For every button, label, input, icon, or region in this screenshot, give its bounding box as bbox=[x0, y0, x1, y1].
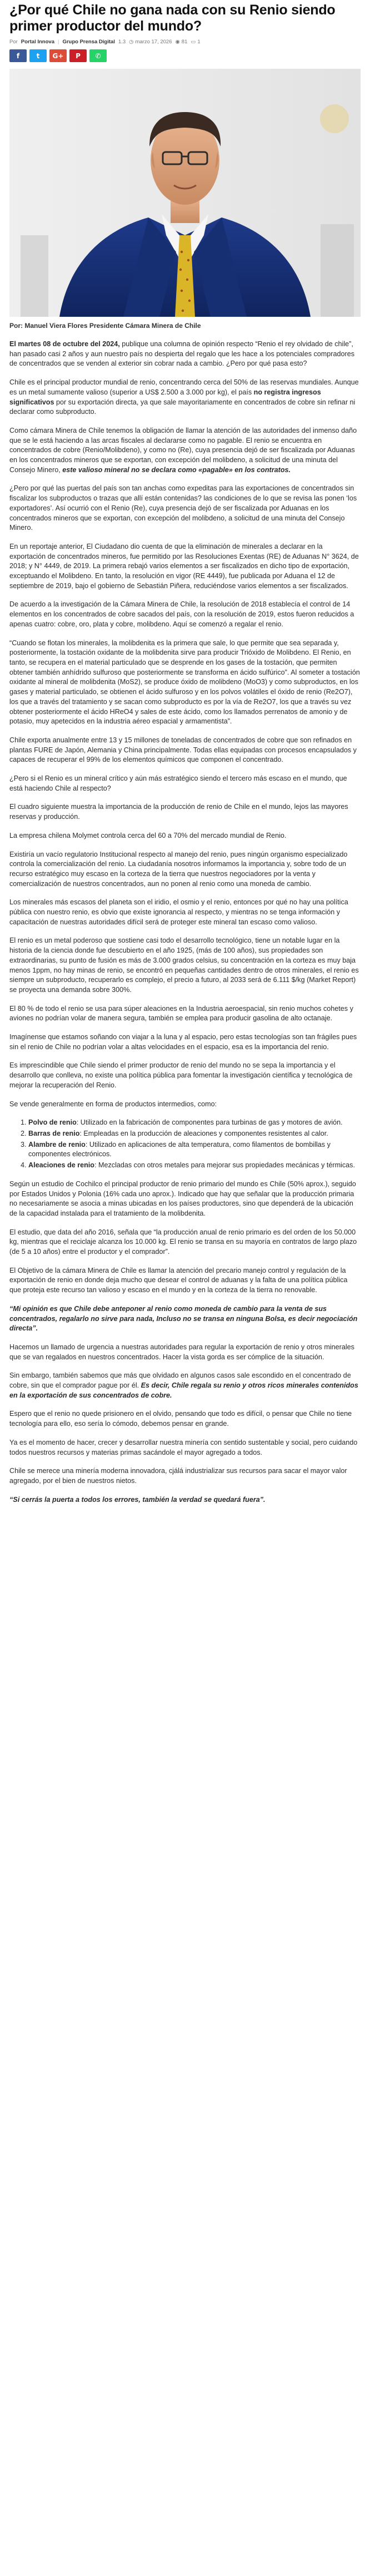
comment-icon: ▭ bbox=[191, 39, 196, 45]
whatsapp-icon: ✆ bbox=[95, 52, 101, 60]
paragraph: Chile es el principal productor mundial de renio, concentrando cerca del 50% de las reservas mundiales. Aunque es un metal sumamente valioso (superior a US$ 2.500 a 3.000 por kg), el país no registra ingresos significativos por su exportación directa, ya que sale mayoritariamente en concentrados de cobre sin refinar ni declarar como subproducto. bbox=[9, 378, 359, 416]
list-item: 3. Alambre de renio: Utilizado en aplicaciones de alta temperatura, como filamentos de bombillas y componentes electrónicos. bbox=[28, 1140, 361, 1160]
paragraph: Es imprescindible que Chile siendo el primer productor de renio del mundo no se sepa la importancia y el desarrollo que conlleva, no existe una política pública para fomentar la investigación científica y tecnológica de mejorar la recuperación del Renio. bbox=[9, 1061, 353, 1089]
paragraph: El cuadro siguiente muestra la importancia de la producción de renio de Chile en el mundo, lejos las mayores reservas y producción. bbox=[9, 803, 348, 821]
paragraph: Se vende generalmente en forma de productos intermedios, como: bbox=[9, 1100, 217, 1108]
paragraph: Como cámara Minera de Chile tenemos la obligación de llamar la atención de las autoridades del inmenso daño que se le está haciendo a las arcas fiscales al declararse como no pagable. El renio se encuentra en concentrados de cobre (Renio/Molibdeno), y como no (Re), cuya presencia dejó de ser fiscalizada por Aduanas en los concentrados mineros que se exportan, con excepción del molibdeno, a solicitud de una minuta del Consejo Minero, este valioso mineral no se declara como «pagable» en los contratos. bbox=[9, 426, 357, 474]
facebook-icon: f bbox=[16, 52, 20, 60]
paragraph: “Mi opinión es que Chile debe anteponer al renio como moneda de cambio para la venta de sus concentrados, regalarlo no sirve para nada, Incluso no se transa en ninguna Bolsa, es decir negociación directa”. bbox=[9, 1304, 358, 1333]
google-plus-icon: G+ bbox=[52, 52, 64, 60]
list-item: 1. Polvo de renio: Utilizado en la fabricación de componentes para turbinas de gas y motores de avión. bbox=[28, 1118, 361, 1128]
paragraph: Chile exporta anualmente entre 13 y 15 millones de toneladas de concentrados de cobre que son refinados en plantas FURE de Japón, Alemania y China principalmente. Todas ellas equipadas con procesos encapsulados y capaces de recuperar el 99% de los elementos químicos que componen el concentrado. bbox=[9, 736, 357, 764]
share-facebook-button[interactable] bbox=[9, 49, 27, 62]
renio-products-list bbox=[9, 1118, 361, 1171]
author-link[interactable]: Portal Innova bbox=[21, 39, 54, 45]
share-google-plus-button[interactable] bbox=[49, 49, 67, 62]
paragraph: ¿Pero por qué las puertas del país son tan anchas como expeditas para las exportaciones de concentrados sin fiscalizar los subproductos o trazas que allí están contenidas? las condiciones de lo que se revisa las ponen ‘los exportadores’. Así ocurrió con el Renio (Re), cuya presencia dejó de ser fiscalizada por Aduanas en los concentrados mineros que se exportan, con excepción del molibdeno, a solicitud de una minuta del Consejo Minero. bbox=[9, 484, 357, 532]
author-prefix: Por bbox=[9, 39, 18, 45]
source-link[interactable]: Grupo Prensa Digital bbox=[62, 39, 115, 45]
comments[interactable]: ▭ 1 bbox=[191, 39, 201, 45]
paragraph: El 80 % de todo el renio se usa para súper aleaciones en la Industria aeroespacial, sin renio muchos cohetes y aviones no podrían volar de manera segura, también se emplea para producir gasolina de alto octanaje. bbox=[9, 1004, 353, 1023]
clock-icon: ◷ bbox=[129, 39, 134, 45]
twitter-icon: t bbox=[36, 52, 40, 60]
share-pinterest-button[interactable] bbox=[69, 49, 87, 62]
eye-icon: ◉ bbox=[175, 39, 180, 45]
paragraph: ¿Pero si el Renio es un mineral crítico y aún más estratégico siendo el tercero más escaso en el mundo, que está haciendo Chile al respecto? bbox=[9, 775, 347, 792]
share-whatsapp-button[interactable] bbox=[89, 49, 107, 62]
paragraph: Chile se merece una minería moderna innovadora, cjálá industrializar sus recursos para sacar el mayor valor agregado, por el bien de nuestros nietos. bbox=[9, 1467, 347, 1485]
article-body-continued bbox=[9, 1180, 361, 1505]
paragraph: El estudio, que data del año 2016, señala que “la producción anual de renio primario es del orden de los 50.000 kg, mientras que el reciclaje alcanza los 10.000 kg. El renio se transa en su mayoría en contratos de largo plazo (de 5 a 10 años) entre el productor y el comprador”. bbox=[9, 1228, 357, 1256]
section-number: 1.3 bbox=[118, 39, 126, 45]
paragraph: Ya es el momento de hacer, crecer y desarrollar nuestra minería con sentido sustentable y social, pero cuidando todos nuestros recursos y materias primas sacándole el mayor agregado a todos. bbox=[9, 1438, 358, 1456]
article-meta: Por Portal Innova | Grupo Prensa Digital 1.3 ◷ marzo 17, 2026 ◉ 81 ▭ 1 bbox=[9, 39, 201, 45]
paragraph: Espero que el renio no quede prisionero en el olvido, pensando que todo es difícil, o pensar que Chile no tiene tecnología para ello, eso sería lo cómodo, debemos pensar en grande. bbox=[9, 1410, 352, 1428]
share-twitter-button[interactable] bbox=[29, 49, 47, 62]
paragraph: Imagínense que estamos soñando con viajar a la luna y al espacio, pero estas tecnologías son tan frágiles pues sin el renio de Chile no podrían volar a altas velocidades en el espacio, esa es la importancia del renio. bbox=[9, 1033, 357, 1051]
paragraph: Según un estudio de Cochilco el principal productor de renio primario del mundo es Chile (50% aprox.), seguido por Estados Unidos y Polonia (16% cada uno aprox.). Indicado que hay que señalar que la producción primaria no necesariamente se asocia a minas ubicadas en los países productores, sino que dependerá de la ubicación de la capacidad instalada para el tratamiento de la molibdenita. bbox=[9, 1180, 356, 1217]
pinterest-icon: P bbox=[76, 52, 81, 60]
portrait-image bbox=[9, 69, 361, 317]
paragraph: Hacemos un llamado de urgencia a nuestras autoridades para regular la exportación de renio y otros minerales que se van regalados en nuestros concentrados. Hacer la vista gorda es ser cómplice de la situación. bbox=[9, 1343, 354, 1361]
paragraph: En un reportaje anterior, El Ciudadano dio cuenta de que la eliminación de minerales a declarar en la exportación de concentrados mineros, fue permitido por las Resoluciones Exentas (RE) de Aduanas N° 3624, de 2018; y N° 4449, de 2019. La primera rebajó varios elementos a ser fiscalizados en dicho tipo de exportación, exceptuando el Molibdeno. En tanto, la resolución en vigor (RE 4449), fue publicada por Aduana el 12 de septiembre de 2019, bajo el gobierno de Sebastián Piñera, reduciéndose varios elementos a ser fiscalizados. bbox=[9, 542, 359, 590]
paragraph: Existiría un vacío regulatorio Institucional respecto al manejo del renio, pues ningún organismo especializado controla la comercialización del renio. La ciudadanía nosotros informamos la importancia y, sobre todo de un recurso estratégico muy escaso en la corteza de la tierra que nuestros negociadores por la venta y comercialización de nuestros concentrados, aun no ponen al renio como una moneda de cambio. bbox=[9, 850, 348, 888]
paragraph: “Cuando se flotan los minerales, la molibdenita es la primera que sale, lo que permite que sea separada y, posteriormente, la tostación oxidante de la molibdenita sirve para producir Trióxido de Molibdeno. El Renio, en tanto, se recupera en el material particulado que se desprende en los gases de la tostación, que permiten obtener también anhídrido sulfuroso que posteriormente se transforma en ácido sulfúrico”. Al someter a tostación oxidante al mineral de molibdenita (MoS2), se produce óxido de molibdeno (MoO3) y como subproductos, en los gases y material particulado, se obtienen el ácido sulfuroso y en los polvos volátiles el óxido de renio (Re2O7), los que a través del tratamiento y se sacan como subproducto es por la vía de Re2O7, los que a través su vez obtener posteriormente el ácido HReO4 y sales de este ácido, como los llamados perrenatos de amonio y de potasio, muy apetecidos en la industria aéreo espacial y armamentista”. bbox=[9, 639, 360, 726]
share-buttons bbox=[9, 49, 361, 62]
paragraph: La empresa chilena Molymet controla cerca del 60 a 70% del mercado mundial de Renio. bbox=[9, 831, 287, 839]
image-caption: Por: Manuel Viera Flores Presidente Cámara Minera de Chile bbox=[9, 322, 201, 330]
list-item: 4. Aleaciones de renio: Mezcladas con otros metales para mejorar sus propiedades mecánicas y térmicas. bbox=[28, 1161, 361, 1171]
paragraph: El Objetivo de la cámara Minera de Chile es llamar la atención del precario manejo control y regulación de la exportación de renio en donde deja mucho que desear el control de aduanas y la falta de una política pública que proteja este recurso tan valioso y escaso en el mundo y en la corteza de la tierra no renovable. bbox=[9, 1266, 348, 1294]
date: ◷ marzo 17, 2026 bbox=[129, 39, 172, 45]
article-image bbox=[9, 69, 361, 317]
list-item: 2. Barras de renio: Empleadas en la producción de aleaciones y componentes resistentes al calor. bbox=[28, 1129, 361, 1139]
paragraph: El renio es un metal poderoso que sostiene casi todo el desarrollo tecnológico, tiene un notable lugar en la historia de la ciencia donde fue descubierto en el año 1925, (más de 100 años), sus propiedades son extraordinarias, su punto de fusión es más de 3.000 grados celsius, su concentración en la corteza es muy baja menos 1ppm, no hay minas de renio, se encontró en pequeñas cantidades dentro de otros minerales, el renio es siempre un subproducto, recuperarlo es complejo, el precio a futuro, al 2033 será de 6.111 $/kg (Market Report) se proyecta una demanda sobre 300%. bbox=[9, 937, 359, 994]
views: ◉ 81 bbox=[175, 39, 188, 45]
article-body bbox=[9, 340, 361, 1109]
paragraph: El martes 08 de octubre del 2024, publique una columna de opinión respecto “Renio el rey olvidado de chile”, han pasado casi 2 años y aun nuestro país no despierta del regalo que les hace a los potenciales compradores de concentrados que se venden al exterior sin cobrar nada a cambio. ¿Pero por qué pasa esto? bbox=[9, 340, 354, 368]
paragraph: “Si cerrás la puerta a todos los errores, también la verdad se quedará fuera”. bbox=[9, 1495, 266, 1504]
paragraph: Sin embargo, también sabemos que más que olvidado en algunos casos sale escondido en el concentrado de cobre, sin que el comprador pague por él. Es decir, Chile regala su renio y otros ricos minerales contenidos en la exportación de sus concentrados de cobre. bbox=[9, 1371, 358, 1399]
paragraph: Los minerales más escasos del planeta son el iridio, el osmio y el renio, entonces por qué no hay una política pública con nuestro renio, es obvio que existe ignorancia al respecto, y mientras no se tenga información y capacitación de nuestras autoridades difícil será de proteger este mineral tan escaso como valioso. bbox=[9, 898, 348, 926]
article-title: ¿Por qué Chile no gana nada con su Renio siendo primer productor del mundo? bbox=[9, 2, 336, 34]
paragraph: De acuerdo a la investigación de la Cámara Minera de Chile, la resolución de 2018 establecía el control de 14 elementos en los concentrados de cobre sacados del país, con la resolución de 2019, estos fueron reducidos a apenas cuatro: cobre, oro, plata y cobre, molibdeno. Aquí se comenzó a regalar el renio. bbox=[9, 600, 354, 628]
